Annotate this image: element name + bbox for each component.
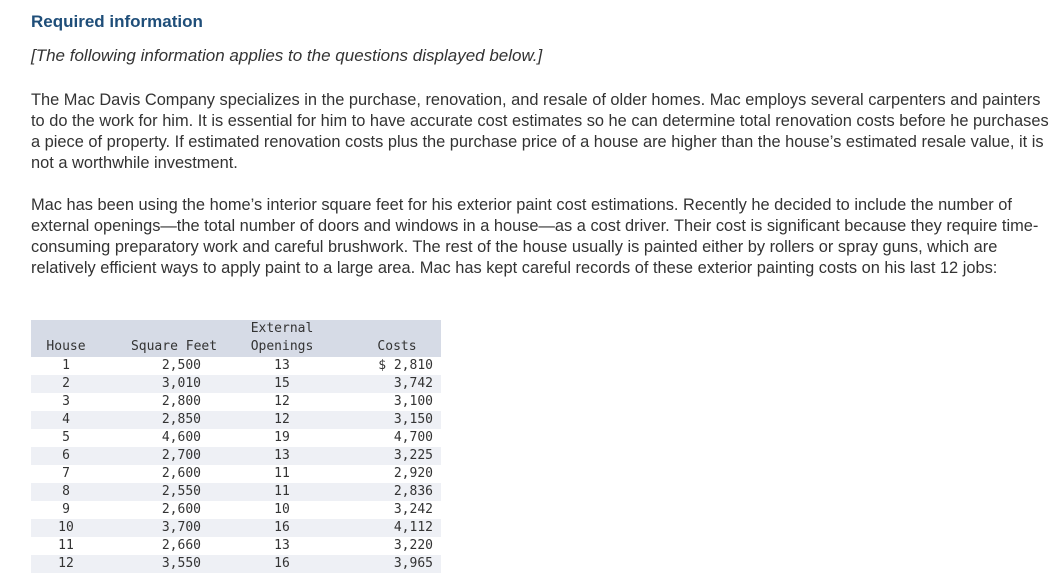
table-row	[31, 537, 441, 555]
cell-openings: 16	[274, 520, 290, 535]
table-row	[31, 375, 441, 393]
cell-openings: 12	[274, 412, 290, 427]
cell-openings: 13	[274, 538, 290, 553]
cell-costs: 3,225	[393, 448, 433, 463]
cell-openings: 19	[274, 430, 290, 445]
cell-square-feet: 3,700	[161, 520, 201, 535]
cell-house: 4	[62, 412, 70, 427]
cell-costs: 3,150	[393, 412, 433, 427]
table-header	[31, 320, 441, 357]
cell-costs: 3,220	[393, 538, 433, 553]
cell-costs: 3,242	[393, 502, 433, 517]
table-row	[31, 465, 441, 483]
cell-costs: 2,836	[393, 484, 433, 499]
cell-square-feet: 2,660	[161, 538, 201, 553]
cell-house: 1	[62, 358, 70, 373]
cell-house: 6	[62, 448, 70, 463]
cell-square-feet: 2,550	[161, 484, 201, 499]
cell-costs: 3,965	[393, 556, 433, 571]
intro-paragraph: The Mac Davis Company specializes in the purchase, renovation, and resale of older homes. Mac employs several carpenters and painters to do the work for him. It is essential for him to have accurate cost estimates so he can determine total renovation costs before he purchases a piece of property. If estimated renovation costs plus the purchase price of a house are higher than the house’s estimated resale value, it is not a worthwhile investment.	[31, 91, 1049, 172]
cell-house: 2	[62, 376, 70, 391]
table-row	[31, 357, 441, 375]
cell-costs: 3,100	[393, 394, 433, 409]
cell-openings: 16	[274, 556, 290, 571]
table-row	[31, 519, 441, 537]
painting-costs-table	[31, 320, 441, 573]
table-row	[31, 447, 441, 465]
cell-openings: 13	[274, 358, 290, 373]
table-row	[31, 501, 441, 519]
cell-house: 8	[62, 484, 70, 499]
cell-square-feet: 2,600	[161, 502, 201, 517]
header-openings-line1: External	[250, 321, 314, 336]
header-square-feet: Square Feet	[130, 339, 218, 354]
header-costs: Costs	[377, 339, 417, 354]
cell-square-feet: 3,010	[161, 376, 201, 391]
applies-note: [The following information applies to the questions displayed below.]	[31, 46, 543, 65]
cell-openings: 12	[274, 394, 290, 409]
table-row	[31, 393, 441, 411]
table-row	[31, 555, 441, 573]
cell-house: 9	[62, 502, 70, 517]
cell-house: 3	[62, 394, 70, 409]
cell-square-feet: 2,700	[161, 448, 201, 463]
cell-house: 12	[58, 556, 74, 571]
cell-openings: 13	[274, 448, 290, 463]
cell-square-feet: 2,500	[161, 358, 201, 373]
cell-openings: 11	[274, 484, 290, 499]
cell-openings: 10	[274, 502, 290, 517]
page-title: Required information	[31, 12, 203, 31]
table-row	[31, 429, 441, 447]
cell-openings: 15	[274, 376, 290, 391]
cell-costs: $ 2,810	[378, 358, 433, 373]
cell-openings: 11	[274, 466, 290, 481]
cell-square-feet: 4,600	[161, 430, 201, 445]
header-openings-line2: Openings	[250, 339, 314, 354]
cell-costs: 3,742	[393, 376, 433, 391]
cell-house: 11	[58, 538, 74, 553]
cell-square-feet: 2,850	[161, 412, 201, 427]
cell-house: 7	[62, 466, 70, 481]
table-row	[31, 483, 441, 501]
cell-square-feet: 2,600	[161, 466, 201, 481]
header-house: House	[46, 339, 86, 354]
cell-square-feet: 3,550	[161, 556, 201, 571]
cell-square-feet: 2,800	[161, 394, 201, 409]
painting-paragraph: Mac has been using the home’s interior square feet for his exterior paint cost estimations. Recently he decided to include the number of external openings—the total number of doors and windows in a house—as a cost driver. Their cost is significant because they require time-consuming preparatory work and careful brushwork. The rest of the house usually is painted either by rollers or spray guns, which are relatively efficient ways to apply paint to a large area. Mac has kept careful records of these exterior painting costs on his last 12 jobs:	[31, 196, 1039, 277]
cell-costs: 4,112	[393, 520, 433, 535]
table-row	[31, 411, 441, 429]
cell-house: 10	[58, 520, 74, 535]
cell-costs: 4,700	[393, 430, 433, 445]
cell-house: 5	[62, 430, 70, 445]
table-body	[31, 357, 441, 573]
cell-costs: 2,920	[393, 466, 433, 481]
